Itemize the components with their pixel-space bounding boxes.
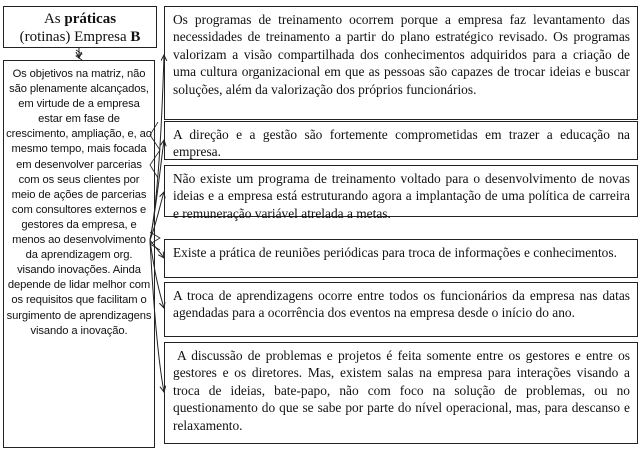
- objectives-box: [3, 60, 155, 448]
- practice-text-6: A discussão de problemas e projetos é feita somente entre os gestores e entre os gestores e os diretores. Mas, existem salas na empresa para interações visando a troca de ideias, bate-papo, não com foco na solução de problemas, ou no questionamento do que se sabe por parte do nível operacional, mas, para descanso e relaxamento.: [173, 348, 630, 433]
- connector-mark-top: [76, 50, 82, 60]
- title-box: [3, 6, 157, 48]
- practice-text-5: A troca de aprendizagens ocorre entre todos os funcionários da empresa nas datas agendadas para a ocorrência dos eventos na empresa desde o início do ano.: [173, 288, 630, 321]
- subtitle-prefix: (rotinas) Empresa: [19, 29, 131, 45]
- title-line-1: [4, 10, 156, 28]
- practice-text-2: A direção e a gestão são fortemente comprometidas em trazer a educação na empresa.: [173, 127, 630, 160]
- title-prefix: As: [43, 11, 65, 27]
- practice-text-4: Existe a prática de reuniões periódicas para troca de informações e conhecimentos.: [173, 245, 617, 260]
- practice-box-5: [164, 282, 638, 337]
- practice-box-6: [164, 342, 638, 444]
- objectives-text: Os objetivos na matriz, não são plenamente alcançados, em virtude de a empresa estar em fase de crescimento, ampliação, e, ao mesmo tempo, mais focada em desenvolver parcerias com os seus clientes por meio de ações de parcerias com consultores externos e gestores da empresa, e menos ao desenvolvimento da aprendizagem org. visando inovações. Ainda depende de lidar melhor com os requisitos que facilitam o surgimento de aprendizagens visando a inovação.: [6, 68, 152, 337]
- practice-box-1: [164, 6, 638, 120]
- practice-box-3: [164, 165, 638, 221]
- practice-text-3: Não existe um programa de treinamento voltado para o desenvolvimento de novas ideias e a empresa está estruturando agora a implantação de uma política de carreira e remuneração variável atrelada a metas.: [173, 171, 630, 221]
- practice-box-4: [164, 239, 638, 278]
- title-bold: práticas: [64, 11, 117, 27]
- practice-box-2: [164, 121, 638, 160]
- company-letter: B: [130, 29, 141, 45]
- title-line-2: [4, 28, 156, 46]
- practice-text-1: Os programas de treinamento ocorrem porque a empresa faz levantamento das necessidades de treinamento a partir do plano estratégico revisado. Os programas valorizam a visão compartilhada dos conhecimentos adquiridos para a criação de uma cultura organizacional em que as pessoas são capazes de trocar ideias e buscar soluções, além da valorização dos próprios funcionários.: [173, 12, 630, 97]
